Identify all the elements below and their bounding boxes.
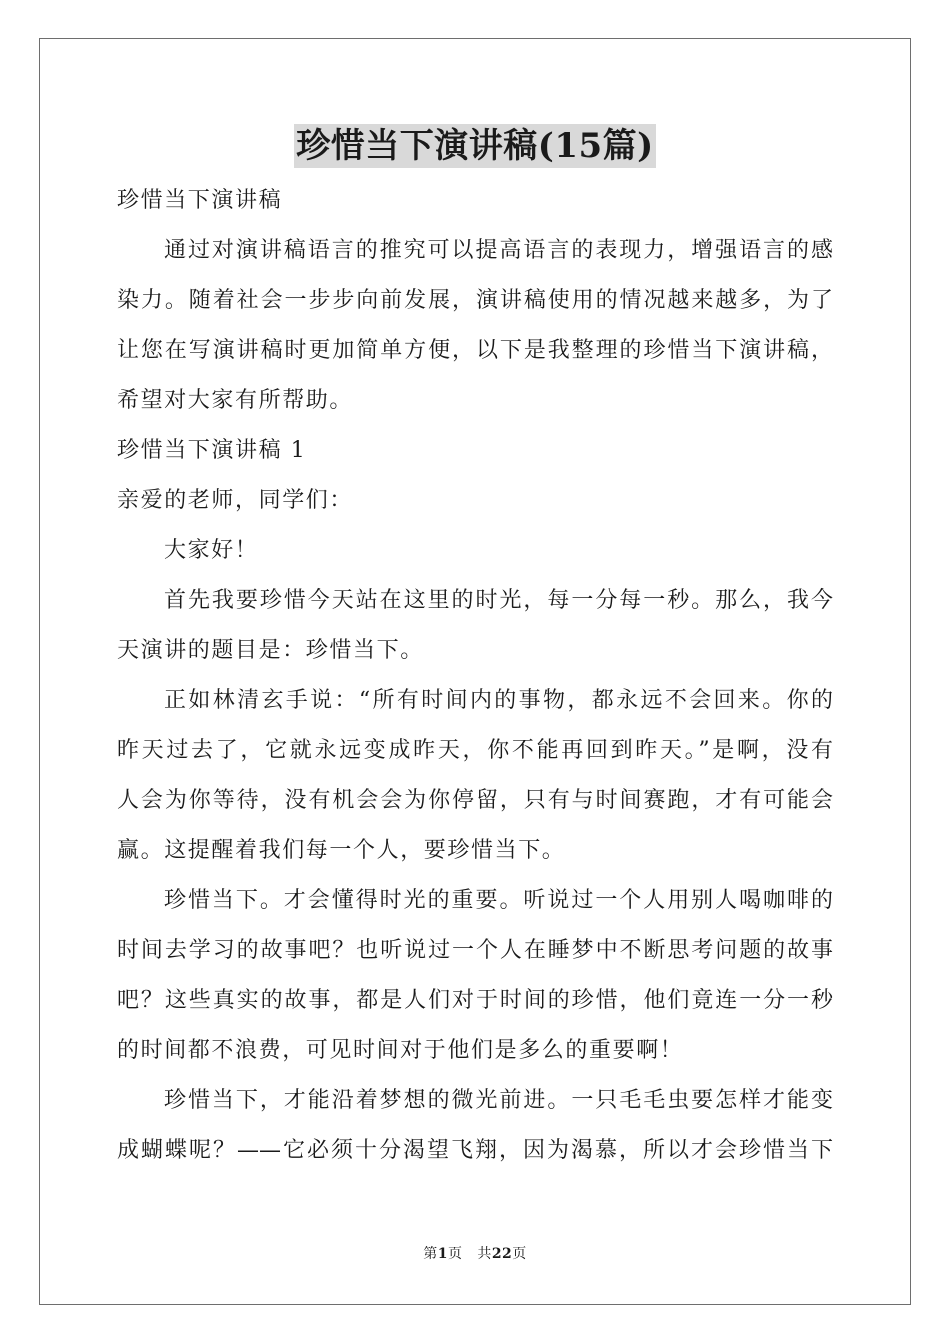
text-line: 珍惜当下，才能沿着梦想的微光前进。一只毛毛虫要怎样才能变 xyxy=(164,1088,833,1113)
text-line: 昨天过去了，它就永远变成昨天，你不能再回到昨天。”是啊，没有 xyxy=(117,738,833,763)
current-page-number: 1 xyxy=(437,1246,448,1262)
page-footer xyxy=(0,1244,950,1264)
total-pages-number: 22 xyxy=(491,1246,513,1262)
text-line: 珍惜当下演讲稿 1 xyxy=(117,438,307,463)
total-pages-prefix: 共 xyxy=(477,1246,492,1262)
total-pages-suffix: 页 xyxy=(512,1246,527,1262)
text-line: 希望对大家有所帮助。 xyxy=(117,388,354,413)
text-line: 成蝴蝶呢？——它必须十分渴望飞翔，因为渴慕，所以才会珍惜当下 xyxy=(117,1138,833,1163)
title-container xyxy=(0,124,950,168)
text-line: 人会为你等待，没有机会会为你停留，只有与时间赛跑，才有可能会 xyxy=(117,788,833,813)
text-line: 亲爱的老师，同学们： xyxy=(117,488,354,513)
text-line: 染力。随着社会一步步向前发展，演讲稿使用的情况越来越多，为了 xyxy=(117,288,833,313)
text-line: 正如林清玄手说：“所有时间内的事物，都永远不会回来。你的 xyxy=(164,688,833,713)
page-number-suffix: 页 xyxy=(447,1246,463,1262)
document-title: 珍惜当下演讲稿(15篇) xyxy=(296,126,654,166)
text-line: 大家好！ xyxy=(164,538,259,563)
page-number-prefix: 第 xyxy=(423,1246,438,1262)
document-body xyxy=(117,176,833,1176)
text-line: 首先我要珍惜今天站在这里的时光，每一分每一秒。那么，我今 xyxy=(164,588,833,613)
text-line: 珍惜当下。才会懂得时光的重要。听说过一个人用别人喝咖啡的 xyxy=(164,888,833,913)
text-line: 时间去学习的故事吧？也听说过一个人在睡梦中不断思考问题的故事 xyxy=(117,938,833,963)
text-line: 的时间都不浪费，可见时间对于他们是多么的重要啊！ xyxy=(117,1038,684,1063)
text-line: 赢。这提醒着我们每一个人，要珍惜当下。 xyxy=(117,838,566,863)
text-line: 吧？这些真实的故事，都是人们对于时间的珍惜，他们竟连一分一秒 xyxy=(117,988,833,1013)
text-line: 让您在写演讲稿时更加简单方便，以下是我整理的珍惜当下演讲稿， xyxy=(117,338,833,363)
text-line: 珍惜当下演讲稿 xyxy=(117,188,283,213)
text-line: 天演讲的题目是：珍惜当下。 xyxy=(117,638,424,663)
text-line: 通过对演讲稿语言的推究可以提高语言的表现力，增强语言的感 xyxy=(164,238,833,263)
